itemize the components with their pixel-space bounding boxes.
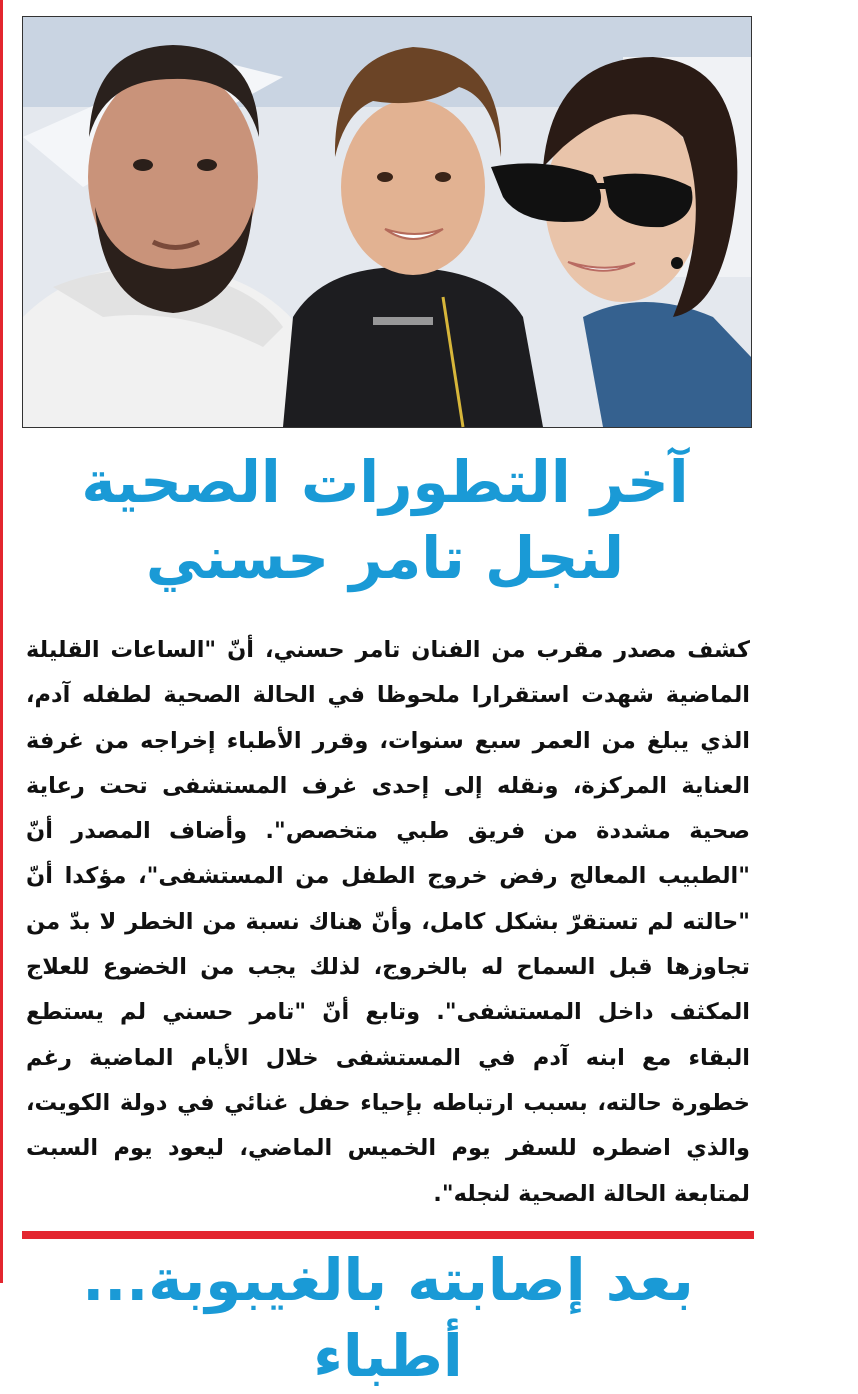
article-body: كشف مصدر مقرب من الفنان تامر حسني، أنّ "الساعات القليلة الماضية شهدت استقرارا ملحوظا في الحالة الصحية لطفله آدم، الذي يبلغ من العمر سبع سنوات، وقرر الأطباء إخراجه من غرفة العناية المركزة، ونقله إلى إحدى غرف المستشفى تحت رعاية صحية مشددة من فريق طبي متخصص". وأضاف المصدر أنّ "الطبيب المعالج رفض خروج الطفل من المستشفى"، مؤكدا أنّ "حالته لم تستقرّ بشكل كامل، وأنّ هناك نسبة من الخطر لا بدّ من تجاوزها قبل السماح له بالخروج، لذلك يجب من الخضوع للعلاج المكثف داخل المستشفى". وتابع أنّ "تامر حسني لم يستطع البقاء مع ابنه آدم في المستشفى خلال الأيام الماضية رغم خطورة حالته، بسبب ارتباطه بإحياء حفل غنائي في دولة الكويت، والذي اضطره للسفر يوم الخميس الماضي، ليعود يوم السبت لمتابعة الحالة الصحية لنجله". [26, 637, 750, 1207]
section-divider-red [22, 1231, 754, 1239]
article-photo [22, 16, 752, 428]
page-left-red-rule [0, 0, 3, 1283]
next-article-headline: بعد إصابته بالغيبوبة... أطباء [82, 1246, 694, 1390]
headline-line-1: آخر التطورات الصحية [81, 448, 689, 516]
family-photo-illustration [23, 17, 751, 427]
article-headline [40, 444, 730, 596]
headline-line-2: لنجل تامر حسني [145, 524, 625, 592]
